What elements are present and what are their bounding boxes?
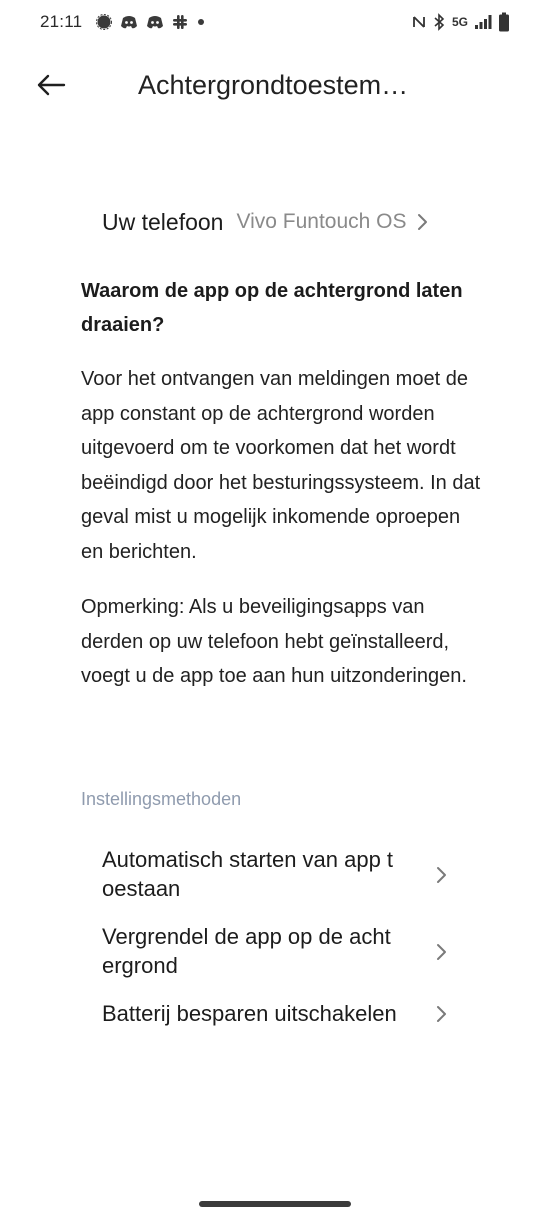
page-title: Achtergrondtoestem… (138, 70, 409, 100)
home-indicator[interactable] (199, 1201, 351, 1207)
explanation-section (81, 274, 481, 694)
signal-bars-icon (474, 14, 492, 30)
system-icons (412, 12, 510, 32)
battery-icon (498, 12, 510, 32)
method-label: Automatisch starten van app toestaan (102, 847, 394, 901)
status-time: 21:11 (40, 12, 83, 31)
section-heading: Waarom de app op de achtergrond laten draaien? (81, 280, 463, 336)
app-bar (0, 52, 550, 120)
note-paragraph: Opmerking: Als u beveiligingsapps van derden op uw telefoon hebt geïnstalleerd, voegt u de app toe aan hun uitzonderingen. (81, 596, 467, 687)
dot-icon (196, 14, 206, 30)
chevron-right-icon (434, 1005, 448, 1023)
method-lock-app[interactable] (102, 923, 448, 980)
methods-section-title: Instellingsmethoden (81, 789, 242, 809)
back-button[interactable] (32, 66, 70, 104)
network-type: 5G (451, 15, 468, 29)
status-bar (0, 0, 550, 44)
explanation-paragraph: Voor het ontvangen van meldingen moet de app constant op de achtergrond worden uitgevoerd om te voorkomen dat het wordt beëindigd door het besturingssysteem. In dat geval mist u mogelijk inkomende oproepen en berichten. (81, 368, 481, 563)
bluetooth-icon (432, 13, 446, 31)
slack-icon (172, 14, 188, 30)
method-label: Vergrendel de app op de achtergrond (102, 924, 391, 978)
chevron-right-icon (434, 866, 448, 884)
phone-label: Uw telefoon (102, 208, 224, 235)
method-battery-saver[interactable] (102, 1000, 448, 1029)
arrow-left-icon (36, 74, 66, 96)
method-auto-start[interactable] (102, 846, 448, 903)
method-label: Batterij besparen uitschakelen (102, 1001, 397, 1026)
phone-os-row[interactable] (102, 204, 447, 240)
notification-icons (96, 13, 206, 31)
chevron-right-icon (434, 943, 448, 961)
signal-app-icon (96, 14, 112, 30)
phone-os-value: Vivo Funtouch OS (236, 210, 407, 233)
discord-icon (146, 14, 164, 30)
chevron-right-icon (417, 213, 429, 231)
discord-icon (120, 14, 138, 30)
nfc-icon (412, 14, 426, 30)
